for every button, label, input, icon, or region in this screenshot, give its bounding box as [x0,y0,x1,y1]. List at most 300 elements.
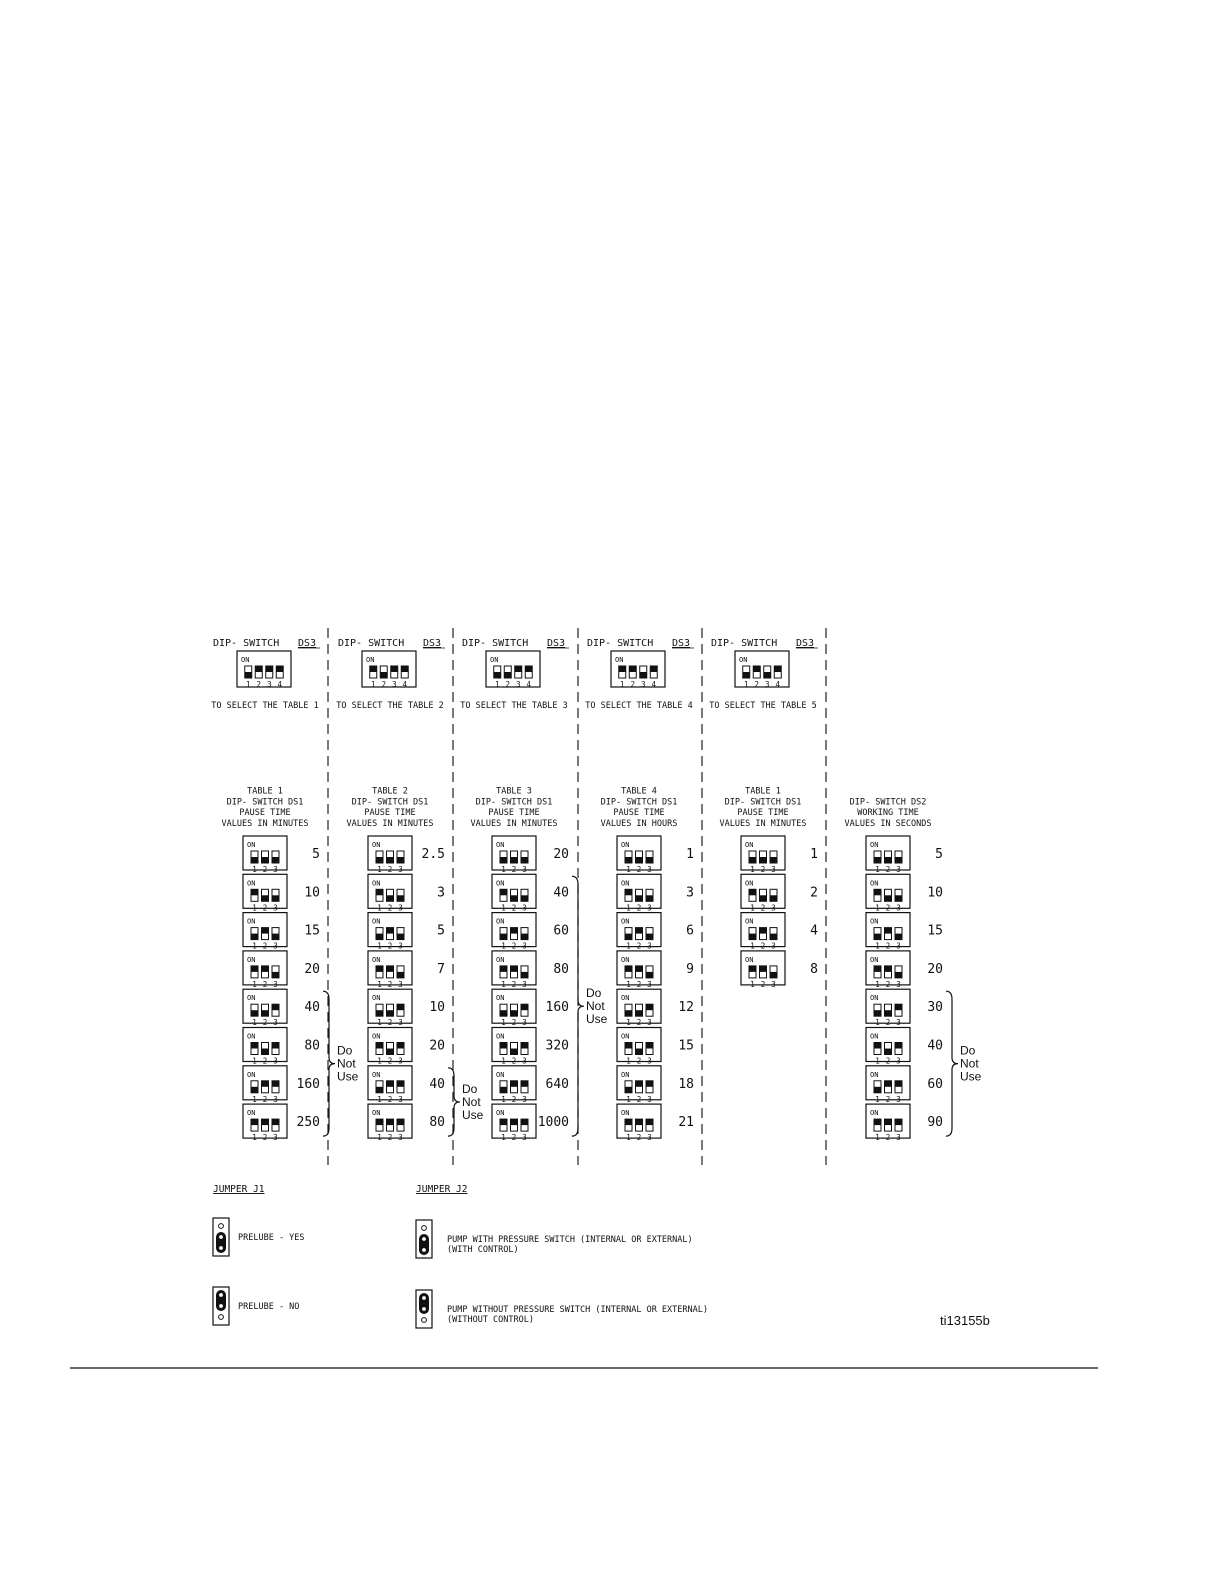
dip-on-label: ON [621,1032,630,1041]
table-row [617,1028,694,1066]
dip-number: 2 [636,1094,642,1104]
dip-number: 3 [647,1018,652,1028]
setting-value: 160 [296,1076,320,1092]
setting-value: 10 [429,1000,445,1016]
table-header-line: DIP- SWITCH DS2 [849,797,927,808]
dip-number: 1 [875,865,880,874]
table-row [866,913,943,951]
dip-number: 2 [885,979,891,989]
dip-number: 2 [885,1018,891,1028]
dip-number: 2 [387,1133,393,1143]
table-row [243,874,320,912]
dip-number: 2 [885,1094,891,1104]
setting-table [222,787,359,1143]
dip-number: 2 [381,680,387,689]
setting-value: 80 [429,1115,445,1131]
dip-on-label: ON [247,955,256,964]
dip-number: 2 [760,941,766,951]
dip-switch-icon [243,913,287,951]
dip-switch-icon [368,951,412,989]
dip-number: 2 [262,1018,268,1028]
setting-value: 10 [927,885,943,901]
setting-value: 5 [935,847,943,862]
dip-number: 1 [501,865,506,874]
table-row [368,874,445,912]
dip-number: 1 [626,941,631,951]
setting-tables [222,787,982,1143]
dip-number: 2 [262,903,268,913]
dip-number: 2 [636,903,642,913]
setting-value: 21 [678,1115,694,1131]
dip-number: 2 [885,1056,891,1066]
setting-value: 20 [304,961,320,977]
dip-number: 3 [273,1133,278,1143]
dip-number: 1 [750,865,755,874]
dip-number: 1 [875,903,880,913]
setting-value: 90 [927,1115,943,1131]
dip-number: 1 [750,941,755,951]
do-not-use-label: Not [337,1056,356,1071]
dip-number: 1 [750,903,755,913]
dip-number: 1 [245,680,251,689]
jumper-option-label: (WITH CONTROL) [447,1245,519,1255]
table-header-line: VALUES IN MINUTES [346,819,434,829]
dip-switch-icon [368,1066,412,1104]
table-header-line: DIP- SWITCH DS1 [226,797,304,808]
dip-number: 2 [511,865,517,874]
table-row [617,913,694,951]
dip-switch-icon [866,989,910,1027]
dip-switch-icon [617,1066,661,1104]
setting-value: 4 [810,923,818,939]
dip-on-label: ON [870,1109,879,1118]
setting-value: 12 [678,1000,694,1016]
table-header-line: TABLE 2 [372,786,408,797]
dip-number: 3 [398,1133,403,1143]
dip-number: 2 [754,680,760,689]
setting-value: 40 [304,1000,320,1016]
dip-number: 2 [760,903,766,913]
setting-table [601,787,694,1143]
do-not-use-label: Not [462,1094,481,1109]
table-row [492,989,569,1027]
dip-number: 2 [262,1056,268,1066]
dip-number: 3 [647,903,652,913]
jumper-option [416,1290,708,1328]
setting-table [720,787,819,989]
do-not-use-label: Do [462,1081,478,1096]
dip-switch-icon [492,1028,536,1066]
dip-switch-icon [866,1104,910,1142]
dip-number: 2 [636,979,642,989]
dip-number: 3 [391,680,397,689]
dip-on-label: ON [745,879,754,888]
do-not-use-label: Use [462,1107,484,1122]
jumper-j1 [213,1184,305,1325]
dip-on-label: ON [372,1032,381,1041]
jumper-icon [416,1290,432,1328]
table-header-line: VALUES IN MINUTES [221,819,309,829]
setting-value: 20 [429,1038,445,1054]
dip-switch-icon [741,836,785,874]
ds3-title: DIP- SWITCH [338,638,405,649]
dip-switch-icon [866,1066,910,1104]
dip-switch-icon [866,913,910,951]
dip-number: 2 [636,941,642,951]
dip-number: 1 [501,941,506,951]
setting-value: 40 [429,1076,445,1092]
do-not-use-label: Do [586,986,602,1001]
dip-switch-icon [866,874,910,912]
dip-on-label: ON [247,994,256,1003]
setting-value: 2 [810,885,818,901]
dip-on-label: ON [621,994,630,1003]
dip-number: 3 [896,941,901,951]
table-header-line: DIP- SWITCH DS1 [600,797,678,808]
setting-value: 1000 [537,1115,569,1131]
dip-on-label: ON [870,917,879,926]
dip-switch-icon [486,651,540,689]
setting-value: 3 [437,885,445,901]
table-header-line: PAUSE TIME [613,808,665,819]
dip-number: 4 [651,680,657,689]
setting-value: 6 [686,923,694,939]
table-row [617,1104,694,1142]
dip-on-label: ON [621,1070,630,1079]
dip-number: 3 [896,865,901,874]
dip-switch-icon [617,1028,661,1066]
dip-number: 3 [398,1056,403,1066]
dip-switch-icon [243,951,287,989]
setting-value: 15 [678,1038,694,1054]
table-row [368,1028,445,1066]
dip-number: 3 [896,1056,901,1066]
dip-number: 2 [387,1056,393,1066]
dip-switch-icon [617,874,661,912]
dip-number: 2 [262,979,268,989]
dip-number: 1 [626,1056,631,1066]
dip-number: 1 [501,1094,506,1104]
dip-number: 2 [511,1056,517,1066]
table-row [368,951,445,989]
dip-number: 1 [252,1133,257,1143]
dip-number: 1 [252,979,257,989]
setting-value: 2.5 [421,847,445,862]
do-not-use-label: Use [337,1069,359,1084]
setting-value: 1 [686,847,694,862]
setting-value: 60 [927,1076,943,1092]
dip-on-label: ON [496,841,505,849]
dip-number: 2 [636,1133,642,1143]
dip-number: 1 [377,903,382,913]
table-header-line: WORKING TIME [857,808,919,819]
table-row [492,874,569,912]
dip-switch-icon [866,836,910,874]
dip-number: 3 [398,903,403,913]
dip-number: 2 [760,979,766,989]
setting-value: 60 [553,923,569,939]
setting-value: 15 [927,923,943,939]
dip-number: 2 [511,1018,517,1028]
dip-on-label: ON [247,841,256,849]
table-header-line: PAUSE TIME [364,808,416,819]
dip-switch-icon [492,989,536,1027]
table-row [866,874,943,912]
dip-number: 3 [522,1094,527,1104]
table-header-line: TABLE 1 [247,786,283,797]
do-not-use-label: Use [586,1012,608,1027]
dip-number: 3 [266,680,272,689]
setting-value: 30 [927,1000,943,1016]
jumper-option [416,1220,693,1258]
dip-on-label: ON [745,917,754,926]
setting-value: 1 [810,847,818,862]
ds3-title: DIP- SWITCH [213,638,280,649]
dip-on-label: ON [621,1109,630,1118]
table-row [866,1104,943,1142]
dip-number: 1 [377,979,382,989]
dip-number: 1 [626,979,631,989]
dip-number: 3 [273,979,278,989]
table-row [243,951,320,989]
dip-number: 4 [526,680,532,689]
table-header-line: DIP- SWITCH DS1 [351,797,429,808]
dip-on-label: ON [372,994,381,1003]
table-row [492,913,569,951]
dip-number: 3 [771,979,776,989]
table-row [368,989,445,1027]
dip-number: 2 [387,903,393,913]
table-row [866,1028,943,1066]
setting-value: 15 [304,923,320,939]
dip-number: 1 [501,979,506,989]
dip-number: 3 [273,865,278,874]
dip-switch-icon [617,989,661,1027]
dip-on-label: ON [247,879,256,888]
dip-number: 1 [501,1056,506,1066]
dip-number: 3 [647,865,652,874]
dip-number: 3 [398,979,403,989]
dip-number: 2 [511,1133,517,1143]
dip-number: 1 [377,1094,382,1104]
table-header-line: DIP- SWITCH DS1 [724,797,802,808]
ds3-title: DIP- SWITCH [462,638,529,649]
dip-number: 3 [522,1133,527,1143]
ds3-selector-row [211,638,818,711]
table-row [617,1066,694,1104]
dip-number: 1 [370,680,376,689]
dip-switch-icon [611,651,665,689]
dip-number: 2 [262,1133,268,1143]
setting-value: 18 [678,1076,694,1092]
dip-number: 3 [522,865,527,874]
dip-number: 1 [494,680,500,689]
dip-switch-icon [362,651,416,689]
dip-number: 3 [398,941,403,951]
dip-on-label: ON [870,1032,879,1041]
dip-number: 1 [252,1094,257,1104]
dip-number: 3 [398,865,403,874]
dip-number: 3 [522,903,527,913]
dip-number: 2 [511,903,517,913]
dip-switch-icon [243,989,287,1027]
dip-switch-icon [492,913,536,951]
table-row [368,913,445,951]
dip-switch-icon [368,1104,412,1142]
dip-number: 3 [647,979,652,989]
table-row [866,989,943,1027]
ds3-code: DS3 [672,638,691,649]
jumper-option-label: PRELUBE - YES [238,1233,305,1243]
table-header-line: PAUSE TIME [737,808,789,819]
dip-number: 2 [636,1056,642,1066]
dip-switch-icon [237,651,291,689]
dip-number: 1 [626,1133,631,1143]
table-row [617,951,694,989]
table-row [368,1104,445,1142]
setting-value: 10 [304,885,320,901]
dip-number: 4 [277,680,283,689]
setting-value: 5 [312,847,320,862]
dip-on-label: ON [870,879,879,888]
dip-switch-icon [735,651,789,689]
table-row [492,1104,569,1142]
ds3-section [709,638,818,711]
dip-on-label: ON [366,656,375,664]
dip-switch-icon [243,874,287,912]
table-header-line: TABLE 4 [621,786,657,797]
dip-number: 2 [885,865,891,874]
dip-number: 3 [771,903,776,913]
table-header-line: DIP- SWITCH DS1 [475,797,553,808]
dip-number: 1 [252,865,257,874]
dip-on-label: ON [870,841,879,849]
dip-number: 3 [764,680,770,689]
dip-number: 2 [760,865,766,874]
dip-number: 1 [875,1056,880,1066]
ds3-code: DS3 [298,638,317,649]
table-row [866,951,943,989]
dip-number: 1 [626,1018,631,1028]
dip-number: 3 [896,1133,901,1143]
table-row [492,951,569,989]
dip-number: 1 [252,941,257,951]
dip-number: 2 [636,865,642,874]
dip-number: 3 [896,903,901,913]
setting-value: 9 [686,961,694,977]
dip-number: 3 [273,903,278,913]
table-row [741,836,818,874]
dip-number: 4 [402,680,408,689]
table-row [243,1066,320,1104]
do-not-use-brace [572,876,608,1136]
dip-number: 1 [377,1056,382,1066]
dip-number: 3 [522,1018,527,1028]
ds3-title: DIP- SWITCH [587,638,654,649]
dip-number: 3 [771,941,776,951]
setting-value: 3 [686,885,694,901]
dip-switch-icon [741,913,785,951]
ds3-code: DS3 [423,638,442,649]
dip-number: 1 [875,1018,880,1028]
table-row [243,1028,320,1066]
jumper-j2 [416,1184,708,1328]
table-row [617,836,694,874]
setting-value: 20 [927,961,943,977]
dip-switch-icon [492,1104,536,1142]
jumper-option [213,1287,299,1325]
ds3-section [211,638,320,711]
dip-number: 3 [647,1133,652,1143]
dip-on-label: ON [496,879,505,888]
dip-switch-icon [243,1028,287,1066]
dip-number: 2 [630,680,636,689]
dip-number: 3 [647,1094,652,1104]
table-row [866,836,943,874]
table-row [741,874,818,912]
dip-number: 1 [750,979,755,989]
dip-switch-icon [492,874,536,912]
jumper-icon [213,1287,229,1325]
ds3-section [460,638,569,711]
setting-value: 40 [553,885,569,901]
dip-on-label: ON [496,1109,505,1118]
dip-number: 2 [387,865,393,874]
dip-number: 1 [252,1018,257,1028]
do-not-use-label: Not [960,1056,979,1071]
dip-on-label: ON [372,841,381,849]
dip-number: 3 [398,1018,403,1028]
dip-switch-icon [617,951,661,989]
table-header-line: VALUES IN HOURS [600,819,678,829]
do-not-use-label: Not [586,999,605,1014]
dip-on-label: ON [745,955,754,964]
dip-number: 2 [511,979,517,989]
dip-number: 2 [387,979,393,989]
setting-value: 320 [545,1038,569,1054]
dip-switch-icon [243,836,287,874]
table-row [368,836,445,874]
dip-on-label: ON [870,1070,879,1079]
dip-number: 2 [387,1094,393,1104]
dip-switch-icon [492,836,536,874]
table-row [243,989,320,1027]
dip-number: 3 [640,680,646,689]
dip-switch-icon [866,951,910,989]
dip-on-label: ON [496,1032,505,1041]
dip-number: 1 [626,1094,631,1104]
setting-value: 40 [927,1038,943,1054]
dip-switch-icon [741,951,785,989]
ds3-caption: TO SELECT THE TABLE 2 [336,701,444,711]
dip-on-label: ON [496,917,505,926]
dip-switch-icon [741,874,785,912]
table-row [492,1066,569,1104]
table-header-line: PAUSE TIME [488,808,540,819]
dip-on-label: ON [621,841,630,849]
dip-on-label: ON [372,879,381,888]
dip-on-label: ON [739,656,748,664]
dip-number: 2 [387,1018,393,1028]
dip-switch-icon [492,951,536,989]
dip-number: 3 [273,1094,278,1104]
figure-id: ti13155b [940,1313,990,1328]
ds3-caption: TO SELECT THE TABLE 5 [709,701,817,711]
ds3-code: DS3 [796,638,815,649]
setting-value: 640 [545,1076,569,1092]
dip-on-label: ON [496,994,505,1003]
table-row [243,836,320,874]
